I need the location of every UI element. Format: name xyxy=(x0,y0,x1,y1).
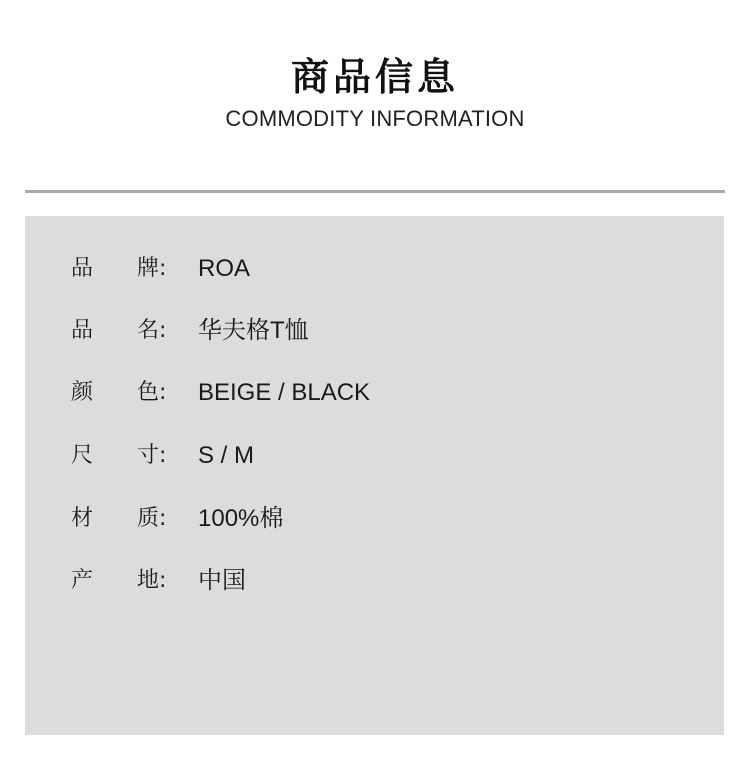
origin-value: 中国 xyxy=(198,567,246,594)
label-char: 名: xyxy=(137,318,167,343)
label-char: 品 xyxy=(71,256,94,281)
color-value: BEIGE / BLACK xyxy=(198,379,371,406)
label-char: 颜 xyxy=(71,380,94,405)
product-info-panel xyxy=(25,216,724,735)
material-value: 100%棉 xyxy=(198,505,284,532)
label-char: 质: xyxy=(137,506,167,531)
size-value: S / M xyxy=(198,442,255,469)
label-char: 寸: xyxy=(137,443,167,468)
label-char: 尺 xyxy=(71,443,94,468)
header-divider xyxy=(25,190,725,193)
name-value: 华夫格T恤 xyxy=(198,317,309,344)
label-char: 品 xyxy=(71,318,94,343)
label-char: 产 xyxy=(71,568,94,593)
label-char: 地: xyxy=(137,568,167,593)
label-char: 牌: xyxy=(137,256,167,281)
page-subtitle: COMMODITY INFORMATION xyxy=(225,106,525,131)
brand-value: ROA xyxy=(198,255,251,282)
label-char: 材 xyxy=(71,506,94,531)
label-char: 色: xyxy=(137,380,167,405)
page-title: 商品信息 xyxy=(290,55,459,99)
